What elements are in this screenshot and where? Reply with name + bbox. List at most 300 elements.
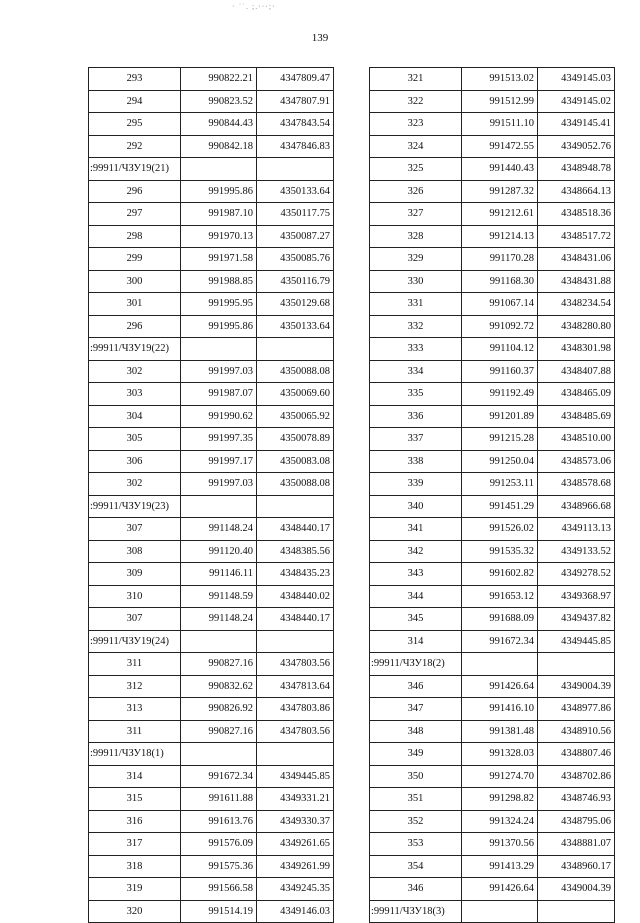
table-row [89,270,334,293]
x-coordinate-cell: 991611.88 [181,788,257,811]
x-coordinate-cell: 991067.14 [462,293,538,316]
y-coordinate-cell: 4348948.78 [538,158,615,181]
y-coordinate-cell: 4347843.54 [257,113,334,136]
x-coordinate-cell: 991997.17 [181,450,257,473]
y-coordinate-cell: 4349261.65 [257,833,334,856]
x-coordinate-cell: 991988.85 [181,270,257,293]
y-coordinate-cell: 4350117.75 [257,203,334,226]
x-coordinate-cell: 991148.59 [181,585,257,608]
point-number-cell: 331 [370,293,462,316]
x-coordinate-cell: 991192.49 [462,383,538,406]
y-coordinate-cell: 4348431.06 [538,248,615,271]
point-number-cell: 341 [370,518,462,541]
point-number-cell: 302 [89,360,181,383]
table-row [370,563,615,586]
x-coordinate-cell: 991168.30 [462,270,538,293]
y-coordinate-cell: 4349437.82 [538,608,615,631]
table-row [89,135,334,158]
table-row [370,315,615,338]
x-coordinate-cell: 991215.28 [462,428,538,451]
y-coordinate-cell: 4348881.07 [538,833,615,856]
y-coordinate-cell: 4348573.06 [538,450,615,473]
y-coordinate-cell [257,743,334,766]
y-coordinate-cell: 4348440.17 [257,518,334,541]
point-number-cell: 342 [370,540,462,563]
scan-artifact-top: · ˙˙. ;.‧‧‧;‧ [232,2,276,11]
parcel-label-cell: :99911/ЧЗУ18(3) [370,900,462,923]
x-coordinate-cell: 991602.82 [462,563,538,586]
x-coordinate-cell: 991146.11 [181,563,257,586]
table-row [370,180,615,203]
y-coordinate-cell: 4347813.64 [257,675,334,698]
x-coordinate-cell: 991092.72 [462,315,538,338]
table-row [370,248,615,271]
x-coordinate-cell: 991514.19 [181,900,257,923]
parcel-label-cell: :99911/ЧЗУ18(1) [89,743,181,766]
x-coordinate-cell: 990823.52 [181,90,257,113]
point-number-cell: 348 [370,720,462,743]
table-row [89,743,334,766]
point-number-cell: 296 [89,315,181,338]
y-coordinate-cell: 4350088.08 [257,473,334,496]
point-number-cell: 328 [370,225,462,248]
point-number-cell: 317 [89,833,181,856]
y-coordinate-cell: 4348807.46 [538,743,615,766]
point-number-cell: 336 [370,405,462,428]
y-coordinate-cell: 4349052.76 [538,135,615,158]
x-coordinate-cell: 990822.21 [181,68,257,91]
table-row [370,833,615,856]
table-row [89,405,334,428]
y-coordinate-cell: 4348485.69 [538,405,615,428]
table-row [89,518,334,541]
x-coordinate-cell [181,495,257,518]
x-coordinate-cell: 991997.03 [181,473,257,496]
table-row [370,720,615,743]
table-row [89,855,334,878]
table-row [89,203,334,226]
y-coordinate-cell: 4348910.56 [538,720,615,743]
y-coordinate-cell: 4350078.89 [257,428,334,451]
y-coordinate-cell: 4349445.85 [538,630,615,653]
x-coordinate-cell: 991688.09 [462,608,538,631]
y-coordinate-cell: 4347803.86 [257,698,334,721]
y-coordinate-cell [538,900,615,923]
table-row [370,203,615,226]
x-coordinate-cell: 990827.16 [181,720,257,743]
table-row [89,315,334,338]
table-row [89,225,334,248]
x-coordinate-cell: 990842.18 [181,135,257,158]
y-coordinate-cell: 4350069.60 [257,383,334,406]
table-row [89,473,334,496]
x-coordinate-cell: 991201.89 [462,405,538,428]
table-row [89,293,334,316]
x-coordinate-cell: 991440.43 [462,158,538,181]
x-coordinate-cell: 991566.58 [181,878,257,901]
point-number-cell: 314 [370,630,462,653]
y-coordinate-cell: 4348431.88 [538,270,615,293]
point-number-cell: 353 [370,833,462,856]
x-coordinate-cell: 991990.62 [181,405,257,428]
point-number-cell: 326 [370,180,462,203]
y-coordinate-cell: 4349445.85 [257,765,334,788]
x-coordinate-cell: 991298.82 [462,788,538,811]
point-number-cell: 349 [370,743,462,766]
table-row [89,540,334,563]
x-coordinate-cell: 991324.24 [462,810,538,833]
y-coordinate-cell: 4347846.83 [257,135,334,158]
point-number-cell: 301 [89,293,181,316]
point-number-cell: 347 [370,698,462,721]
y-coordinate-cell: 4348301.98 [538,338,615,361]
x-coordinate-cell: 990844.43 [181,113,257,136]
y-coordinate-cell: 4349146.03 [257,900,334,923]
table-row [370,765,615,788]
point-number-cell: 312 [89,675,181,698]
x-coordinate-cell [181,743,257,766]
point-number-cell: 346 [370,878,462,901]
point-number-cell: 329 [370,248,462,271]
table-row [370,270,615,293]
point-number-cell: 324 [370,135,462,158]
x-coordinate-cell: 991253.11 [462,473,538,496]
table-row [370,293,615,316]
y-coordinate-cell: 4349004.39 [538,675,615,698]
x-coordinate-cell: 991995.95 [181,293,257,316]
table-row [370,113,615,136]
point-number-cell: 330 [370,270,462,293]
y-coordinate-cell: 4350087.27 [257,225,334,248]
y-coordinate-cell: 4349145.41 [538,113,615,136]
parcel-label-cell: :99911/ЧЗУ19(23) [89,495,181,518]
x-coordinate-cell: 991997.03 [181,360,257,383]
point-number-cell: 295 [89,113,181,136]
y-coordinate-cell: 4350083.08 [257,450,334,473]
point-number-cell: 325 [370,158,462,181]
point-number-cell: 320 [89,900,181,923]
x-coordinate-cell: 991613.76 [181,810,257,833]
point-number-cell: 350 [370,765,462,788]
point-number-cell: 346 [370,675,462,698]
point-number-cell: 304 [89,405,181,428]
point-number-cell: 338 [370,450,462,473]
table-row [89,383,334,406]
table-row [370,135,615,158]
point-number-cell: 300 [89,270,181,293]
y-coordinate-cell: 4348977.86 [538,698,615,721]
parcel-label-cell: :99911/ЧЗУ19(22) [89,338,181,361]
point-number-cell: 340 [370,495,462,518]
table-row [89,608,334,631]
x-coordinate-cell: 991274.70 [462,765,538,788]
point-number-cell: 309 [89,563,181,586]
point-number-cell: 351 [370,788,462,811]
x-coordinate-cell: 991381.48 [462,720,538,743]
table-row [89,563,334,586]
x-coordinate-cell: 991472.55 [462,135,538,158]
point-number-cell: 316 [89,810,181,833]
y-coordinate-cell: 4349113.13 [538,518,615,541]
table-row [370,630,615,653]
y-coordinate-cell: 4349245.35 [257,878,334,901]
table-row [370,383,615,406]
y-coordinate-cell: 4350129.68 [257,293,334,316]
x-coordinate-cell [462,900,538,923]
x-coordinate-cell [181,158,257,181]
y-coordinate-cell: 4350088.08 [257,360,334,383]
y-coordinate-cell: 4348435.23 [257,563,334,586]
point-number-cell: 343 [370,563,462,586]
table-row [370,473,615,496]
y-coordinate-cell: 4348234.54 [538,293,615,316]
table-row [370,158,615,181]
point-number-cell: 321 [370,68,462,91]
table-row [370,338,615,361]
y-coordinate-cell: 4348440.17 [257,608,334,631]
point-number-cell: 337 [370,428,462,451]
point-number-cell: 333 [370,338,462,361]
x-coordinate-cell: 991987.07 [181,383,257,406]
x-coordinate-cell: 991575.36 [181,855,257,878]
y-coordinate-cell: 4348578.68 [538,473,615,496]
table-row [370,360,615,383]
x-coordinate-cell: 991672.34 [462,630,538,653]
y-coordinate-cell: 4349145.02 [538,90,615,113]
y-coordinate-cell: 4349133.52 [538,540,615,563]
table-row [89,720,334,743]
x-coordinate-cell: 991287.32 [462,180,538,203]
x-coordinate-cell: 991370.56 [462,833,538,856]
y-coordinate-cell: 4348510.00 [538,428,615,451]
point-number-cell: 298 [89,225,181,248]
x-coordinate-cell: 991971.58 [181,248,257,271]
y-coordinate-cell: 4350065.92 [257,405,334,428]
x-coordinate-cell: 991513.02 [462,68,538,91]
x-coordinate-cell: 990827.16 [181,653,257,676]
x-coordinate-cell: 991148.24 [181,608,257,631]
point-number-cell: 352 [370,810,462,833]
point-number-cell: 327 [370,203,462,226]
point-number-cell: 322 [370,90,462,113]
x-coordinate-cell: 991970.13 [181,225,257,248]
table-row [370,518,615,541]
x-coordinate-cell: 991416.10 [462,698,538,721]
y-coordinate-cell: 4348746.93 [538,788,615,811]
y-coordinate-cell: 4349004.39 [538,878,615,901]
x-coordinate-cell: 991535.32 [462,540,538,563]
point-number-cell: 339 [370,473,462,496]
point-number-cell: 308 [89,540,181,563]
table-row [370,450,615,473]
table-row [370,68,615,91]
y-coordinate-cell: 4347803.56 [257,720,334,743]
x-coordinate-cell: 990832.62 [181,675,257,698]
x-coordinate-cell: 991212.61 [462,203,538,226]
y-coordinate-cell [257,338,334,361]
point-number-cell: 306 [89,450,181,473]
table-row [89,675,334,698]
y-coordinate-cell: 4349145.03 [538,68,615,91]
table-row [89,248,334,271]
y-coordinate-cell: 4349330.37 [257,810,334,833]
point-number-cell: 294 [89,90,181,113]
y-coordinate-cell: 4348465.09 [538,383,615,406]
x-coordinate-cell: 991250.04 [462,450,538,473]
table-row [89,788,334,811]
point-number-cell: 354 [370,855,462,878]
y-coordinate-cell: 4348960.17 [538,855,615,878]
point-number-cell: 296 [89,180,181,203]
table-row [89,338,334,361]
y-coordinate-cell: 4350133.64 [257,315,334,338]
page-number: 139 [311,32,329,44]
point-number-cell: 323 [370,113,462,136]
y-coordinate-cell: 4348407.88 [538,360,615,383]
x-coordinate-cell: 991987.10 [181,203,257,226]
y-coordinate-cell: 4348664.13 [538,180,615,203]
x-coordinate-cell: 991170.28 [462,248,538,271]
x-coordinate-cell: 991653.12 [462,585,538,608]
table-row [370,788,615,811]
x-coordinate-cell: 991995.86 [181,180,257,203]
table-row [370,900,615,923]
table-row [370,90,615,113]
point-number-cell: 307 [89,608,181,631]
y-coordinate-cell: 4349331.21 [257,788,334,811]
point-number-cell: 318 [89,855,181,878]
point-number-cell: 334 [370,360,462,383]
x-coordinate-cell: 991576.09 [181,833,257,856]
table-row [89,900,334,923]
table-row [89,90,334,113]
table-row [89,360,334,383]
y-coordinate-cell: 4349261.99 [257,855,334,878]
point-number-cell: 319 [89,878,181,901]
x-coordinate-cell: 991511.10 [462,113,538,136]
point-number-cell: 299 [89,248,181,271]
table-row [370,225,615,248]
y-coordinate-cell: 4349278.52 [538,563,615,586]
x-coordinate-cell: 991214.13 [462,225,538,248]
table-row [370,585,615,608]
table-row [370,428,615,451]
table-row [89,585,334,608]
x-coordinate-cell: 991995.86 [181,315,257,338]
point-number-cell: 297 [89,203,181,226]
point-number-cell: 311 [89,720,181,743]
table-row [89,428,334,451]
table-row [370,653,615,676]
x-coordinate-cell: 991672.34 [181,765,257,788]
point-number-cell: 292 [89,135,181,158]
table-row [89,698,334,721]
point-number-cell: 310 [89,585,181,608]
table-row [89,495,334,518]
y-coordinate-cell: 4348966.68 [538,495,615,518]
point-number-cell: 313 [89,698,181,721]
y-coordinate-cell: 4348702.86 [538,765,615,788]
point-number-cell: 332 [370,315,462,338]
table-row [370,405,615,428]
x-coordinate-cell: 991526.02 [462,518,538,541]
point-number-cell: 303 [89,383,181,406]
coordinates-table-left [88,67,334,923]
table-row [370,743,615,766]
y-coordinate-cell: 4350133.64 [257,180,334,203]
table-row [89,630,334,653]
parcel-label-cell: :99911/ЧЗУ18(2) [370,653,462,676]
y-coordinate-cell [257,630,334,653]
coordinates-table-right [369,67,615,923]
table-row [89,765,334,788]
y-coordinate-cell: 4348518.36 [538,203,615,226]
table-row [89,180,334,203]
table-row [370,540,615,563]
table-row [89,878,334,901]
table-row [89,653,334,676]
table-row [370,698,615,721]
point-number-cell: 345 [370,608,462,631]
y-coordinate-cell: 4349368.97 [538,585,615,608]
x-coordinate-cell: 991104.12 [462,338,538,361]
point-number-cell: 302 [89,473,181,496]
y-coordinate-cell [257,495,334,518]
point-number-cell: 344 [370,585,462,608]
x-coordinate-cell [181,630,257,653]
table-row [370,608,615,631]
x-coordinate-cell: 991451.29 [462,495,538,518]
y-coordinate-cell: 4348517.72 [538,225,615,248]
x-coordinate-cell: 991512.99 [462,90,538,113]
point-number-cell: 335 [370,383,462,406]
x-coordinate-cell: 991426.64 [462,675,538,698]
y-coordinate-cell: 4347809.47 [257,68,334,91]
point-number-cell: 311 [89,653,181,676]
y-coordinate-cell: 4348385.56 [257,540,334,563]
y-coordinate-cell: 4350085.76 [257,248,334,271]
table-row [370,878,615,901]
y-coordinate-cell [257,158,334,181]
table-row [89,833,334,856]
parcel-label-cell: :99911/ЧЗУ19(24) [89,630,181,653]
table-row [370,855,615,878]
x-coordinate-cell: 991413.29 [462,855,538,878]
table-row [370,495,615,518]
table-row [89,810,334,833]
table-row [89,450,334,473]
point-number-cell: 305 [89,428,181,451]
parcel-label-cell: :99911/ЧЗУ19(21) [89,158,181,181]
x-coordinate-cell: 991426.64 [462,878,538,901]
table-row [370,675,615,698]
y-coordinate-cell: 4347803.56 [257,653,334,676]
x-coordinate-cell: 991148.24 [181,518,257,541]
point-number-cell: 314 [89,765,181,788]
point-number-cell: 293 [89,68,181,91]
y-coordinate-cell: 4350116.79 [257,270,334,293]
y-coordinate-cell: 4348440.02 [257,585,334,608]
point-number-cell: 315 [89,788,181,811]
x-coordinate-cell: 991160.37 [462,360,538,383]
y-coordinate-cell: 4347807.91 [257,90,334,113]
table-row [89,113,334,136]
table-row [89,68,334,91]
table-row [89,158,334,181]
x-coordinate-cell: 991328.03 [462,743,538,766]
x-coordinate-cell [181,338,257,361]
x-coordinate-cell: 990826.92 [181,698,257,721]
